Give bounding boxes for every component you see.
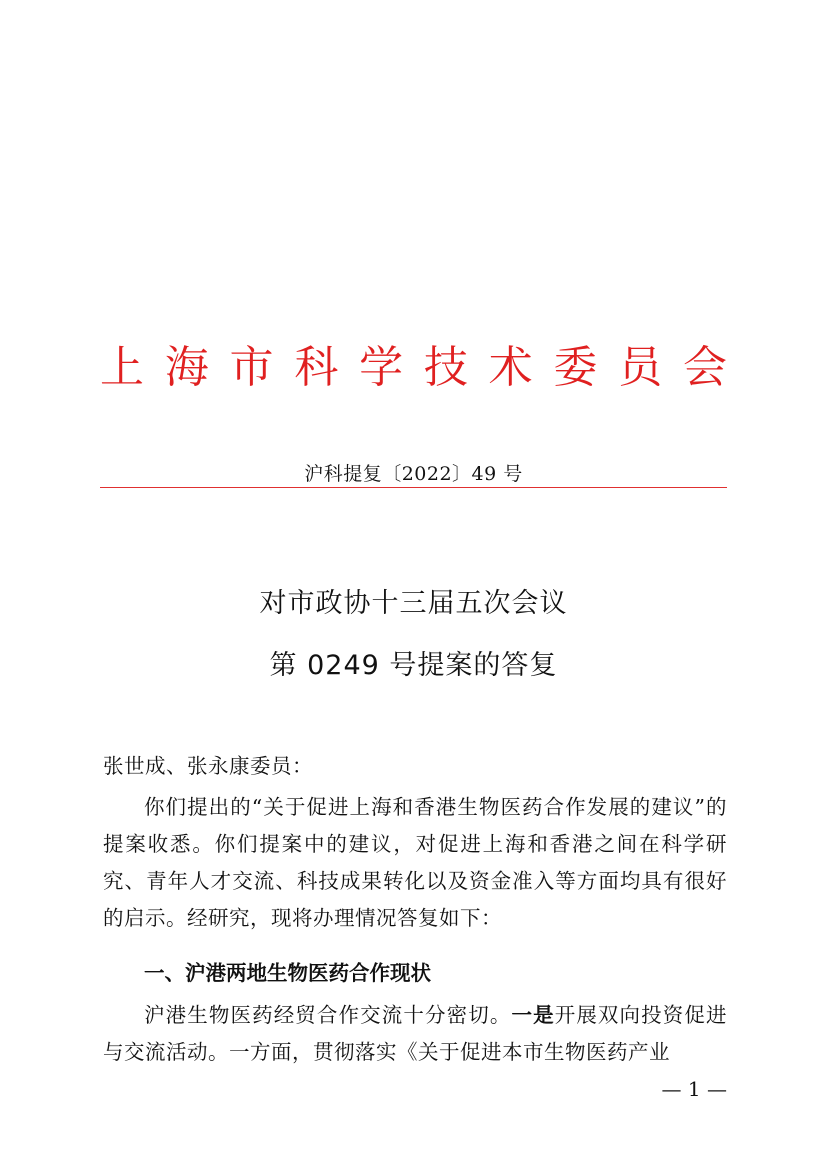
section-heading-1: 一、沪港两地生物医药合作现状: [144, 961, 431, 985]
body-paragraph-2: [103, 997, 727, 1071]
document-number: 沪科提复〔2022〕49 号: [304, 463, 523, 485]
document-title-line-2: 第 0249 号提案的答复: [269, 650, 558, 681]
document-title-line-1: 对市政协十三届五次会议: [259, 588, 568, 619]
issuing-organization-masthead: 上 海 市 科 学 技 术 委 员 会: [100, 342, 727, 393]
body-paragraph-1: 你们提出的“关于促进上海和香港生物医药合作发展的建议”的提案收悉。你们提案中的建议，对促进上海和香港之间在科学研究、青年人才交流、科技成果转化以及资金准入等方面均具有很好的启示。经研究，现将办理情况答复如下：: [103, 795, 727, 930]
paragraph-2-lead: 沪港生物医药经贸合作交流十分密切。: [144, 1003, 512, 1027]
paragraph-2-emphasis: 一是: [511, 1003, 555, 1027]
page-number: — 1 —: [661, 1077, 727, 1101]
red-divider-line: [100, 487, 727, 488]
paragraph-2-rest: 开展双向投资促进与交流活动。一方面，贯彻落实《关于促进本市生物医药产业: [103, 1003, 728, 1064]
salutation: 张世成、张永康委员：: [103, 754, 313, 778]
